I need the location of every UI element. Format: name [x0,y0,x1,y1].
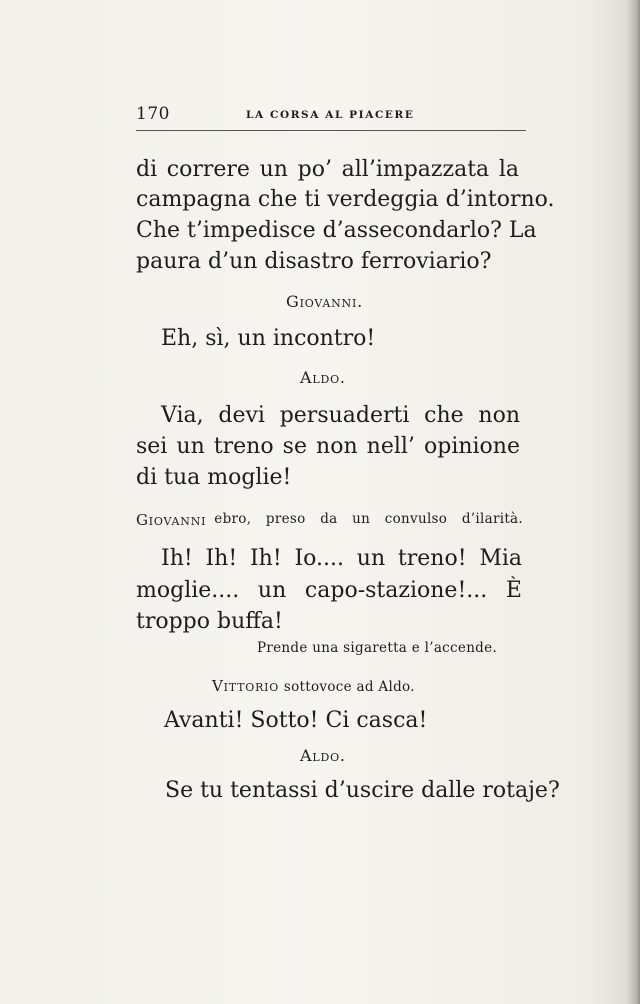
stage-direction [212,677,415,695]
stage-direction-text: ebro, preso da un convulso d’ilarità. [214,511,523,527]
page-edge-shadow [626,0,640,1004]
running-header [136,104,524,132]
stage-direction [136,511,523,529]
speaker-name: Aldo. [300,368,346,387]
running-title: LA CORSA AL PIACERE [246,109,415,121]
dialogue-line: Eh, sì, un incontro! [161,326,376,351]
text-line: paura d’un disastro ferroviario? [136,249,492,274]
header-rule [136,130,526,131]
text-line: sei un treno se non nell’ opinione [136,434,520,459]
text-line: di tua moglie! [136,465,292,490]
page-number: 170 [136,104,170,124]
stage-speaker-name: Vittorio [212,677,280,695]
text-line: campagna che ti verdeggia d’intorno. [136,187,555,212]
dialogue-line: Avanti! Sotto! Ci casca! [164,708,428,733]
text-line-content: di correre un po’ all’impazzata la [136,157,519,182]
text-line [136,155,519,185]
stage-speaker-name: Giovanni [136,511,207,529]
text-line: Che t’impedisce d’assecondarlo? La [136,218,537,243]
speaker-name: Aldo. [300,746,346,765]
dialogue-line: Se tu tentassi d’uscire dalle rotaje? [165,778,560,803]
text-line: troppo buffa! [136,609,283,634]
stage-direction-text: sottovoce ad Aldo. [283,679,415,695]
stage-direction: Prende una sigaretta e l’accende. [257,640,498,656]
speaker-name: Giovanni. [286,292,363,311]
text-line: moglie.... un capo-stazione!... È [136,578,522,603]
text-line: Ih! Ih! Ih! Io.... un treno! Mia [161,546,522,571]
text-line: Via, devi persuaderti che non [161,403,520,428]
